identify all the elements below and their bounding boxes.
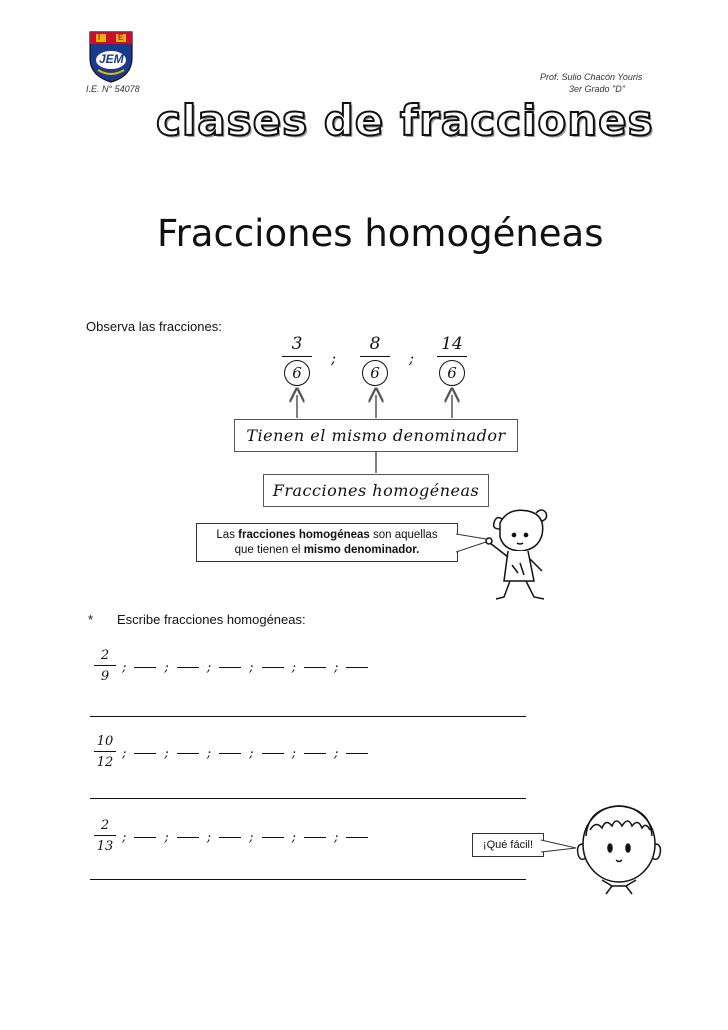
definition-line-1: Las fracciones homogéneas son aquellas [216,529,438,541]
answer-blank[interactable] [219,753,241,754]
speech-text: ¡Qué fácil! [482,839,534,851]
fraction-denominator: 6 [362,360,388,386]
given-fraction [91,818,119,854]
logo-letter-left: I [98,33,101,42]
answer-blank[interactable] [134,753,156,754]
writing-line[interactable] [90,798,526,799]
same-denominator-box: Tienen el mismo denominador [234,419,518,452]
answer-blank[interactable] [219,837,241,838]
answer-blank[interactable] [262,837,284,838]
logo-text: JEM [99,52,124,66]
answer-blank[interactable] [134,667,156,668]
definition-line-2: que tienen el mismo denominador. [234,544,420,556]
exercise-row [88,818,528,868]
observe-label: Observa las fracciones: [86,319,222,334]
exercise-bullet: * [88,612,94,627]
answer-blanks: ; ; ; ; ; ; [122,830,368,845]
fraction-numerator: 14 [441,334,463,354]
given-denominator: 13 [96,839,114,854]
answer-blank[interactable] [177,837,199,838]
given-numerator: 2 [100,818,110,833]
answer-blank[interactable] [177,667,199,668]
answer-blank[interactable] [346,667,368,668]
logo-letter-right: E [118,33,124,42]
answer-blank[interactable] [219,667,241,668]
given-denominator: 12 [96,755,114,770]
fraction-denominator: 6 [284,360,310,386]
separator: ; [409,349,415,367]
answer-blanks: ; ; ; ; ; ; [122,660,368,675]
given-numerator: 2 [100,648,110,663]
answer-blank[interactable] [177,753,199,754]
banner-title: clases de fracciones [156,96,654,145]
exercise-instruction: Escribe fracciones homogéneas: [117,612,306,627]
answer-blank[interactable] [346,753,368,754]
answer-blanks: ; ; ; ; ; ; [122,746,368,761]
school-code: I.E. N° 54078 [86,84,140,94]
teacher-name: Prof. Sulio Chacón Youris [540,72,643,82]
exercise-row [88,648,528,698]
answer-blank[interactable] [346,837,368,838]
result-box: Fracciones homogéneas [263,474,489,507]
given-denominator: 9 [100,669,110,684]
separator: ; [331,349,337,367]
given-fraction [91,648,119,684]
grade-label: 3er Grado "D" [569,84,625,94]
writing-line[interactable] [90,716,526,717]
speech-bubble [472,833,544,857]
given-numerator: 10 [96,734,114,749]
answer-blank[interactable] [262,753,284,754]
exercise-row [88,734,528,784]
answer-blank[interactable] [304,667,326,668]
definition-box [196,523,458,562]
answer-blank[interactable] [134,837,156,838]
page-title: Fracciones homogéneas [157,212,604,255]
fraction-numerator: 8 [369,334,381,354]
boy-illustration [572,800,667,895]
answer-blank[interactable] [262,667,284,668]
fraction-numerator: 3 [291,334,303,354]
girl-illustration [478,505,558,605]
fraction-denominator: 6 [439,360,465,386]
given-fraction [91,734,119,770]
answer-blank[interactable] [304,837,326,838]
writing-line[interactable] [90,879,526,880]
answer-blank[interactable] [304,753,326,754]
